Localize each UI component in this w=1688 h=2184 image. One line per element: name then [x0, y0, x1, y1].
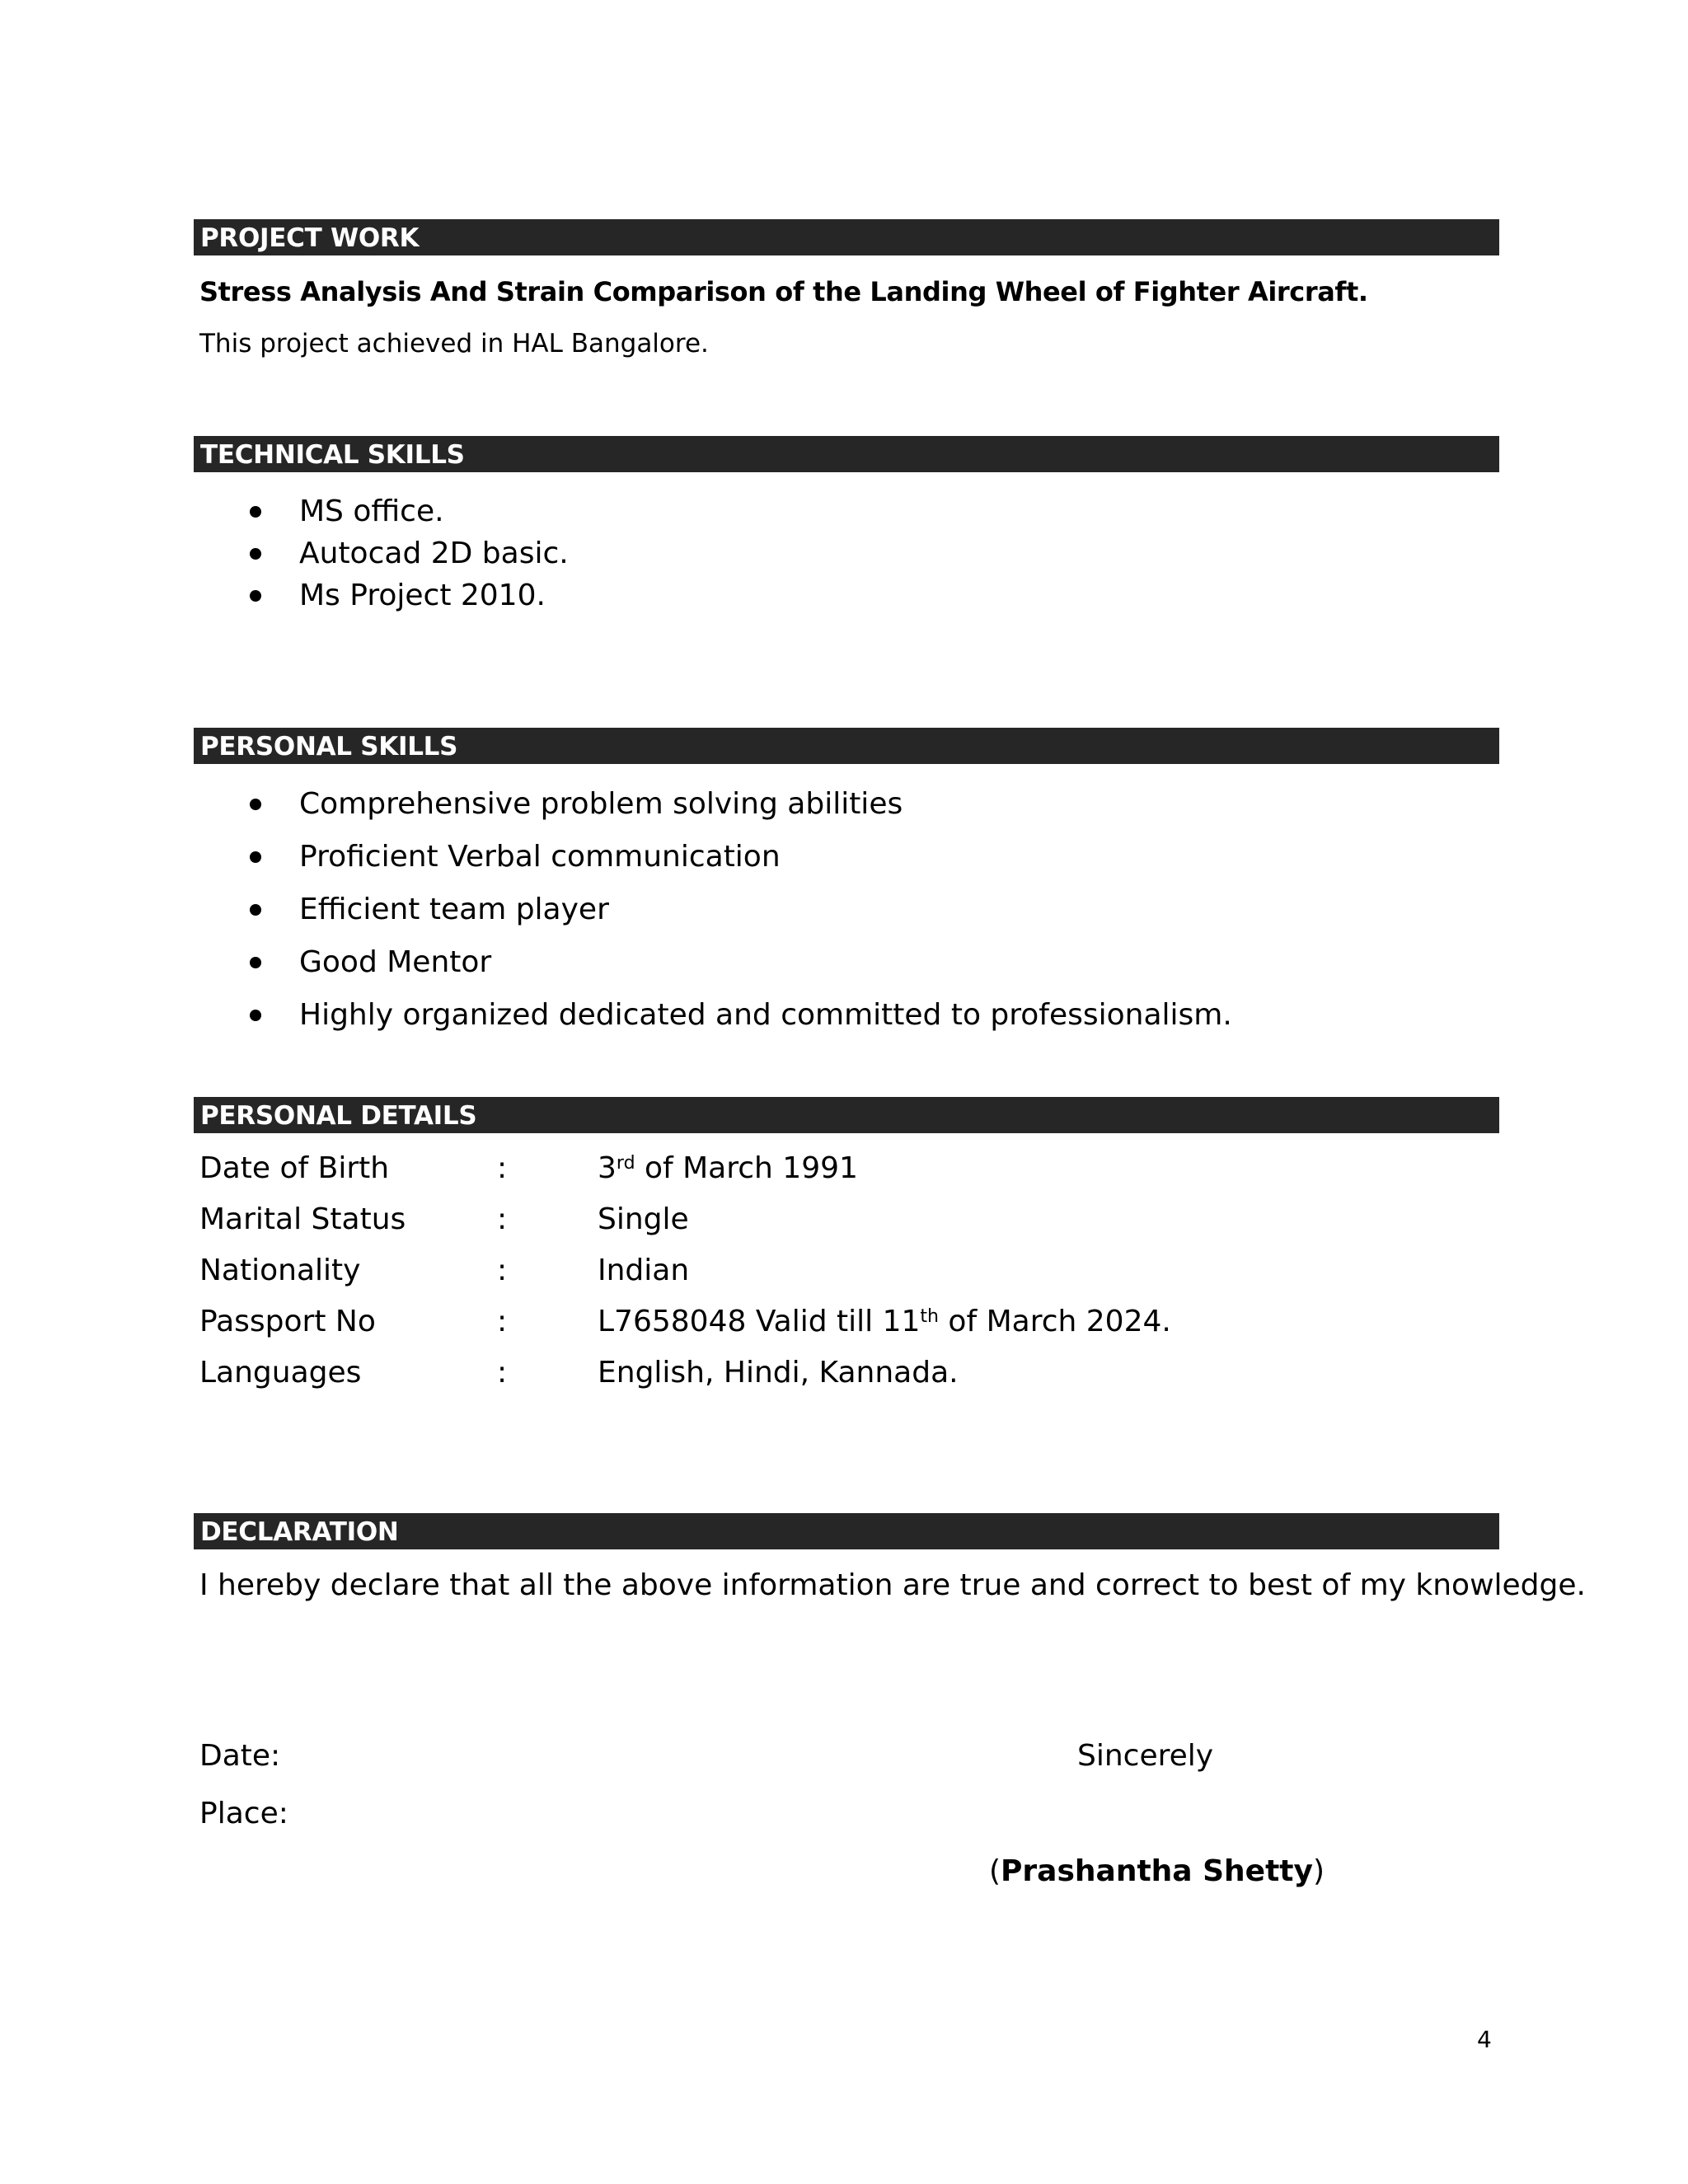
detail-label: Passport No — [199, 1305, 376, 1338]
detail-row-date-of-birth — [0, 1151, 1688, 1187]
detail-label: Languages — [199, 1356, 362, 1390]
section-heading-declaration: DECLARATION — [194, 1513, 1499, 1549]
detail-colon: : — [497, 1356, 508, 1390]
detail-value: Single — [598, 1202, 689, 1236]
list-item: Efficient team player — [299, 893, 609, 926]
detail-row-languages — [0, 1355, 1688, 1391]
list-item: MS office. — [299, 494, 444, 528]
section-heading-technical-skills: TECHNICAL SKILLS — [194, 436, 1499, 472]
section-heading-personal-details: PERSONAL DETAILS — [194, 1097, 1499, 1133]
detail-value: Indian — [598, 1254, 690, 1287]
detail-value: L7658048 Valid till 11th of March 2024. — [598, 1305, 1171, 1338]
list-item: Highly organized dedicated and committed to professionalism. — [299, 998, 1232, 1032]
detail-colon: : — [497, 1254, 508, 1287]
bullet-icon — [250, 548, 261, 560]
section-heading-personal-skills: PERSONAL SKILLS — [194, 728, 1499, 764]
list-item: Comprehensive problem solving abilities — [299, 787, 903, 821]
project-title: Stress Analysis And Strain Comparison of the Landing Wheel of Fighter Aircraft. — [199, 276, 1368, 307]
bullet-icon — [250, 957, 261, 968]
signature-name: (Prashantha Shetty) — [989, 1854, 1325, 1888]
section-heading-project-work: PROJECT WORK — [194, 219, 1499, 255]
detail-row-marital-status — [0, 1202, 1688, 1238]
detail-value: 3rd of March 1991 — [598, 1151, 858, 1185]
place-label: Place: — [199, 1797, 288, 1830]
detail-label: Nationality — [199, 1254, 361, 1287]
detail-label: Date of Birth — [199, 1151, 390, 1185]
detail-row-nationality — [0, 1253, 1688, 1289]
bullet-icon — [250, 590, 261, 602]
date-label: Date: — [199, 1739, 281, 1773]
bullet-icon — [250, 904, 261, 916]
detail-label: Marital Status — [199, 1202, 406, 1236]
declaration-text: I hereby declare that all the above information are true and correct to best of my knowledge. — [199, 1568, 1586, 1602]
list-item: Good Mentor — [299, 945, 492, 979]
detail-colon: : — [497, 1151, 508, 1185]
list-item: Proficient Verbal communication — [299, 840, 781, 874]
closing-text: Sincerely — [1077, 1739, 1214, 1773]
bullet-icon — [250, 506, 261, 518]
project-description: This project achieved in HAL Bangalore. — [199, 329, 709, 359]
detail-colon: : — [497, 1305, 508, 1338]
list-item: Autocad 2D basic. — [299, 537, 569, 570]
detail-colon: : — [497, 1202, 508, 1236]
list-item: Ms Project 2010. — [299, 579, 546, 612]
bullet-icon — [250, 1010, 261, 1021]
page-number: 4 — [1477, 2026, 1492, 2053]
bullet-icon — [250, 799, 261, 810]
detail-row-passport-no — [0, 1304, 1688, 1340]
bullet-icon — [250, 851, 261, 863]
detail-value: English, Hindi, Kannada. — [598, 1356, 959, 1390]
